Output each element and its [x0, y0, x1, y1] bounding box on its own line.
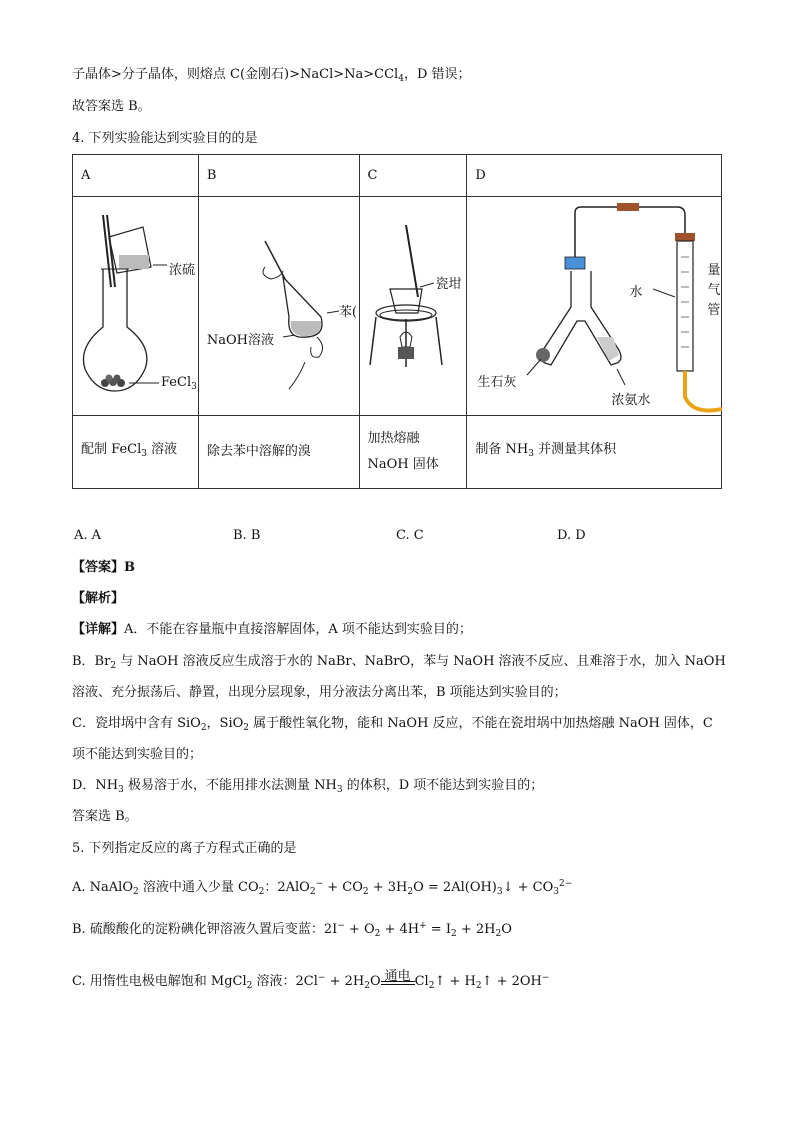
- detail-c-line1: [72, 715, 713, 737]
- subscript: 2: [110, 661, 117, 671]
- caption-c-line1: 加热熔融: [367, 431, 420, 446]
- option-label: C.: [72, 974, 86, 989]
- eq-text: ：2AlO: [264, 880, 310, 895]
- label-quicklime: 生石灰: [477, 375, 517, 390]
- subscript: 4: [398, 74, 404, 84]
- detail-a: [72, 621, 472, 639]
- intro-line-2: 故答案选 B。: [72, 99, 151, 114]
- answer-tag: 【答案】B: [72, 560, 135, 575]
- header-c: C: [359, 155, 467, 197]
- eq-text: ↑ + 2OH: [481, 974, 542, 989]
- q5-option-b: [72, 918, 512, 939]
- detail-a-text: A．不能在容量瓶中直接溶解固体，A 项不能达到实验目的；: [124, 622, 472, 637]
- superscript: −: [315, 879, 324, 889]
- caption-c: [359, 416, 467, 489]
- subscript: 2: [495, 929, 502, 939]
- caption-d: [467, 416, 722, 489]
- caption-b: 除去苯中溶解的溴: [198, 416, 359, 489]
- intro-line-1: [72, 66, 471, 88]
- detail-c-line2: 项不能达到实验目的；: [72, 747, 203, 762]
- option-label: B.: [72, 922, 86, 937]
- caption-c-line2: NaOH 固体: [367, 457, 439, 472]
- detail-b-text: B．Br: [72, 654, 111, 669]
- subscript: 2: [374, 929, 381, 939]
- eq-text: 溶液中通入少量 CO: [138, 880, 259, 895]
- detail-d-tail: 的体积，D 项不能达到实验目的；: [342, 778, 544, 793]
- option-d: D. D: [557, 528, 586, 543]
- intro-tail: ，D 错误；: [403, 67, 471, 82]
- eq-text: O = 2Al(OH): [413, 880, 497, 895]
- detail-c-text: C．瓷坩埚中含有 SiO: [72, 716, 201, 731]
- separatory-funnel-figure: [199, 197, 360, 415]
- analysis-tag: 【解析】: [72, 591, 125, 606]
- electrolysis-arrow: [381, 969, 415, 985]
- subscript: 3: [553, 887, 560, 897]
- crucible-figure: [360, 197, 468, 415]
- label-acid: 浓硫: [169, 263, 196, 278]
- eq-text: 硫酸酸化的淀粉碘化钾溶液久置后变蓝：2I: [85, 922, 338, 937]
- caption-a-text: 配制 FeCl: [81, 442, 142, 457]
- detail-c-tail: 属于酸性氧化物，能和 NaOH 反应，不能在瓷坩埚中加热熔融 NaOH 固体，C: [249, 716, 713, 731]
- option-label: A.: [72, 880, 86, 895]
- subscript: 2: [475, 981, 482, 991]
- option-a: A. A: [74, 528, 102, 543]
- subscript: 2: [407, 887, 414, 897]
- eq-text: Cl: [414, 974, 429, 989]
- subscript: 2: [450, 929, 457, 939]
- header-a: A: [73, 155, 199, 197]
- eq-text: = I: [426, 922, 451, 937]
- eq-text: + 2H: [456, 922, 496, 937]
- intro-text: 子晶体>分子晶体，则熔点 C(金刚石)>NaCl>Na>CCl: [72, 67, 399, 82]
- superscript: +: [419, 921, 427, 931]
- subscript: 2: [133, 887, 139, 897]
- subscript: 2: [258, 887, 265, 897]
- eq-text: ↑ + H: [434, 974, 476, 989]
- figure-a-cell: [73, 197, 199, 416]
- figure-b-cell: [198, 197, 359, 416]
- detail-c-mid: ，SiO: [206, 716, 244, 731]
- detail-d-mid: 极易溶于水，不能用排水法测量 NH: [123, 778, 337, 793]
- eq-text: + 3H: [368, 880, 408, 895]
- subscript: 2: [364, 981, 370, 991]
- subscript: 3: [336, 785, 343, 795]
- superscript: −: [337, 921, 345, 931]
- condition-text: 通电: [384, 969, 411, 984]
- eq-text: O: [369, 974, 381, 989]
- q5-option-c: [72, 970, 549, 991]
- q4-stem: 4. 下列实验能达到实验目的的是: [72, 131, 258, 146]
- label-naoh-solution: NaOH溶液: [206, 333, 274, 348]
- subscript: 3: [141, 449, 147, 459]
- caption-d-text: 制备 NH: [475, 442, 529, 457]
- figure-d-cell: [467, 197, 722, 416]
- subscript: 2: [362, 887, 369, 897]
- eq-text: + 4H: [380, 922, 420, 937]
- subscript: 2: [243, 723, 250, 733]
- q5-stem: 5. 下列指定反应的离子方程式正确的是: [72, 841, 297, 856]
- label-fecl3: [161, 375, 197, 392]
- detail-tag: 【详解】: [72, 622, 125, 637]
- label-ammonia-water: 浓氨水: [611, 393, 651, 408]
- subscript: 3: [191, 382, 197, 392]
- caption-a: [73, 416, 199, 489]
- label-gas-burette: 量气管: [707, 263, 721, 318]
- label-water: 水: [629, 285, 643, 300]
- superscript: −: [541, 973, 550, 983]
- detail-d: [72, 777, 543, 799]
- q5-option-a: [72, 876, 572, 897]
- detail-b-line1: [72, 653, 726, 675]
- eq-text: NaAlO: [85, 880, 133, 895]
- label-crucible: 瓷坩: [435, 277, 462, 292]
- eq-text: 用惰性电极电解饱和 MgCl: [85, 974, 247, 989]
- eq-text: + O: [344, 922, 375, 937]
- subscript: 2: [246, 981, 253, 991]
- option-b: B. B: [233, 528, 261, 543]
- conclusion: 答案选 B。: [72, 809, 138, 824]
- superscript: −: [317, 973, 326, 983]
- caption-a-tail: 溶液: [146, 442, 178, 457]
- subscript: 3: [118, 785, 124, 795]
- label-fecl3-text: FeCl: [161, 375, 192, 390]
- eq-text: + 2H: [325, 974, 365, 989]
- header-b: B: [198, 155, 359, 197]
- header-d: D: [467, 155, 722, 197]
- eq-text: O: [501, 922, 512, 937]
- detail-b-tail: 与 NaOH 溶液反应生成溶于水的 NaBr、NaBrO，苯与 NaOH 溶液不反应、且难溶于水，加入 NaOH: [116, 654, 726, 669]
- subscript: 3: [528, 449, 535, 459]
- q4-table: [72, 154, 722, 489]
- caption-d-tail: 并测量其体积: [534, 442, 617, 457]
- subscript: 2: [309, 887, 316, 897]
- option-c: C. C: [396, 528, 424, 543]
- detail-b-line2: 溶液、充分振荡后、静置，出现分层现象，用分液法分离出苯，B 项能达到实验目的；: [72, 685, 567, 700]
- subscript: 2: [428, 981, 435, 991]
- subscript: 3: [496, 887, 503, 897]
- detail-d-text: D．NH: [72, 778, 119, 793]
- eq-text: ↓ + CO: [502, 880, 554, 895]
- figure-c-cell: [359, 197, 467, 416]
- eq-text: 溶液：2Cl: [252, 974, 318, 989]
- label-benzene: 苯(: [338, 305, 357, 320]
- eq-text: + CO: [323, 880, 363, 895]
- subscript: 2: [200, 723, 207, 733]
- superscript: 2−: [559, 879, 573, 889]
